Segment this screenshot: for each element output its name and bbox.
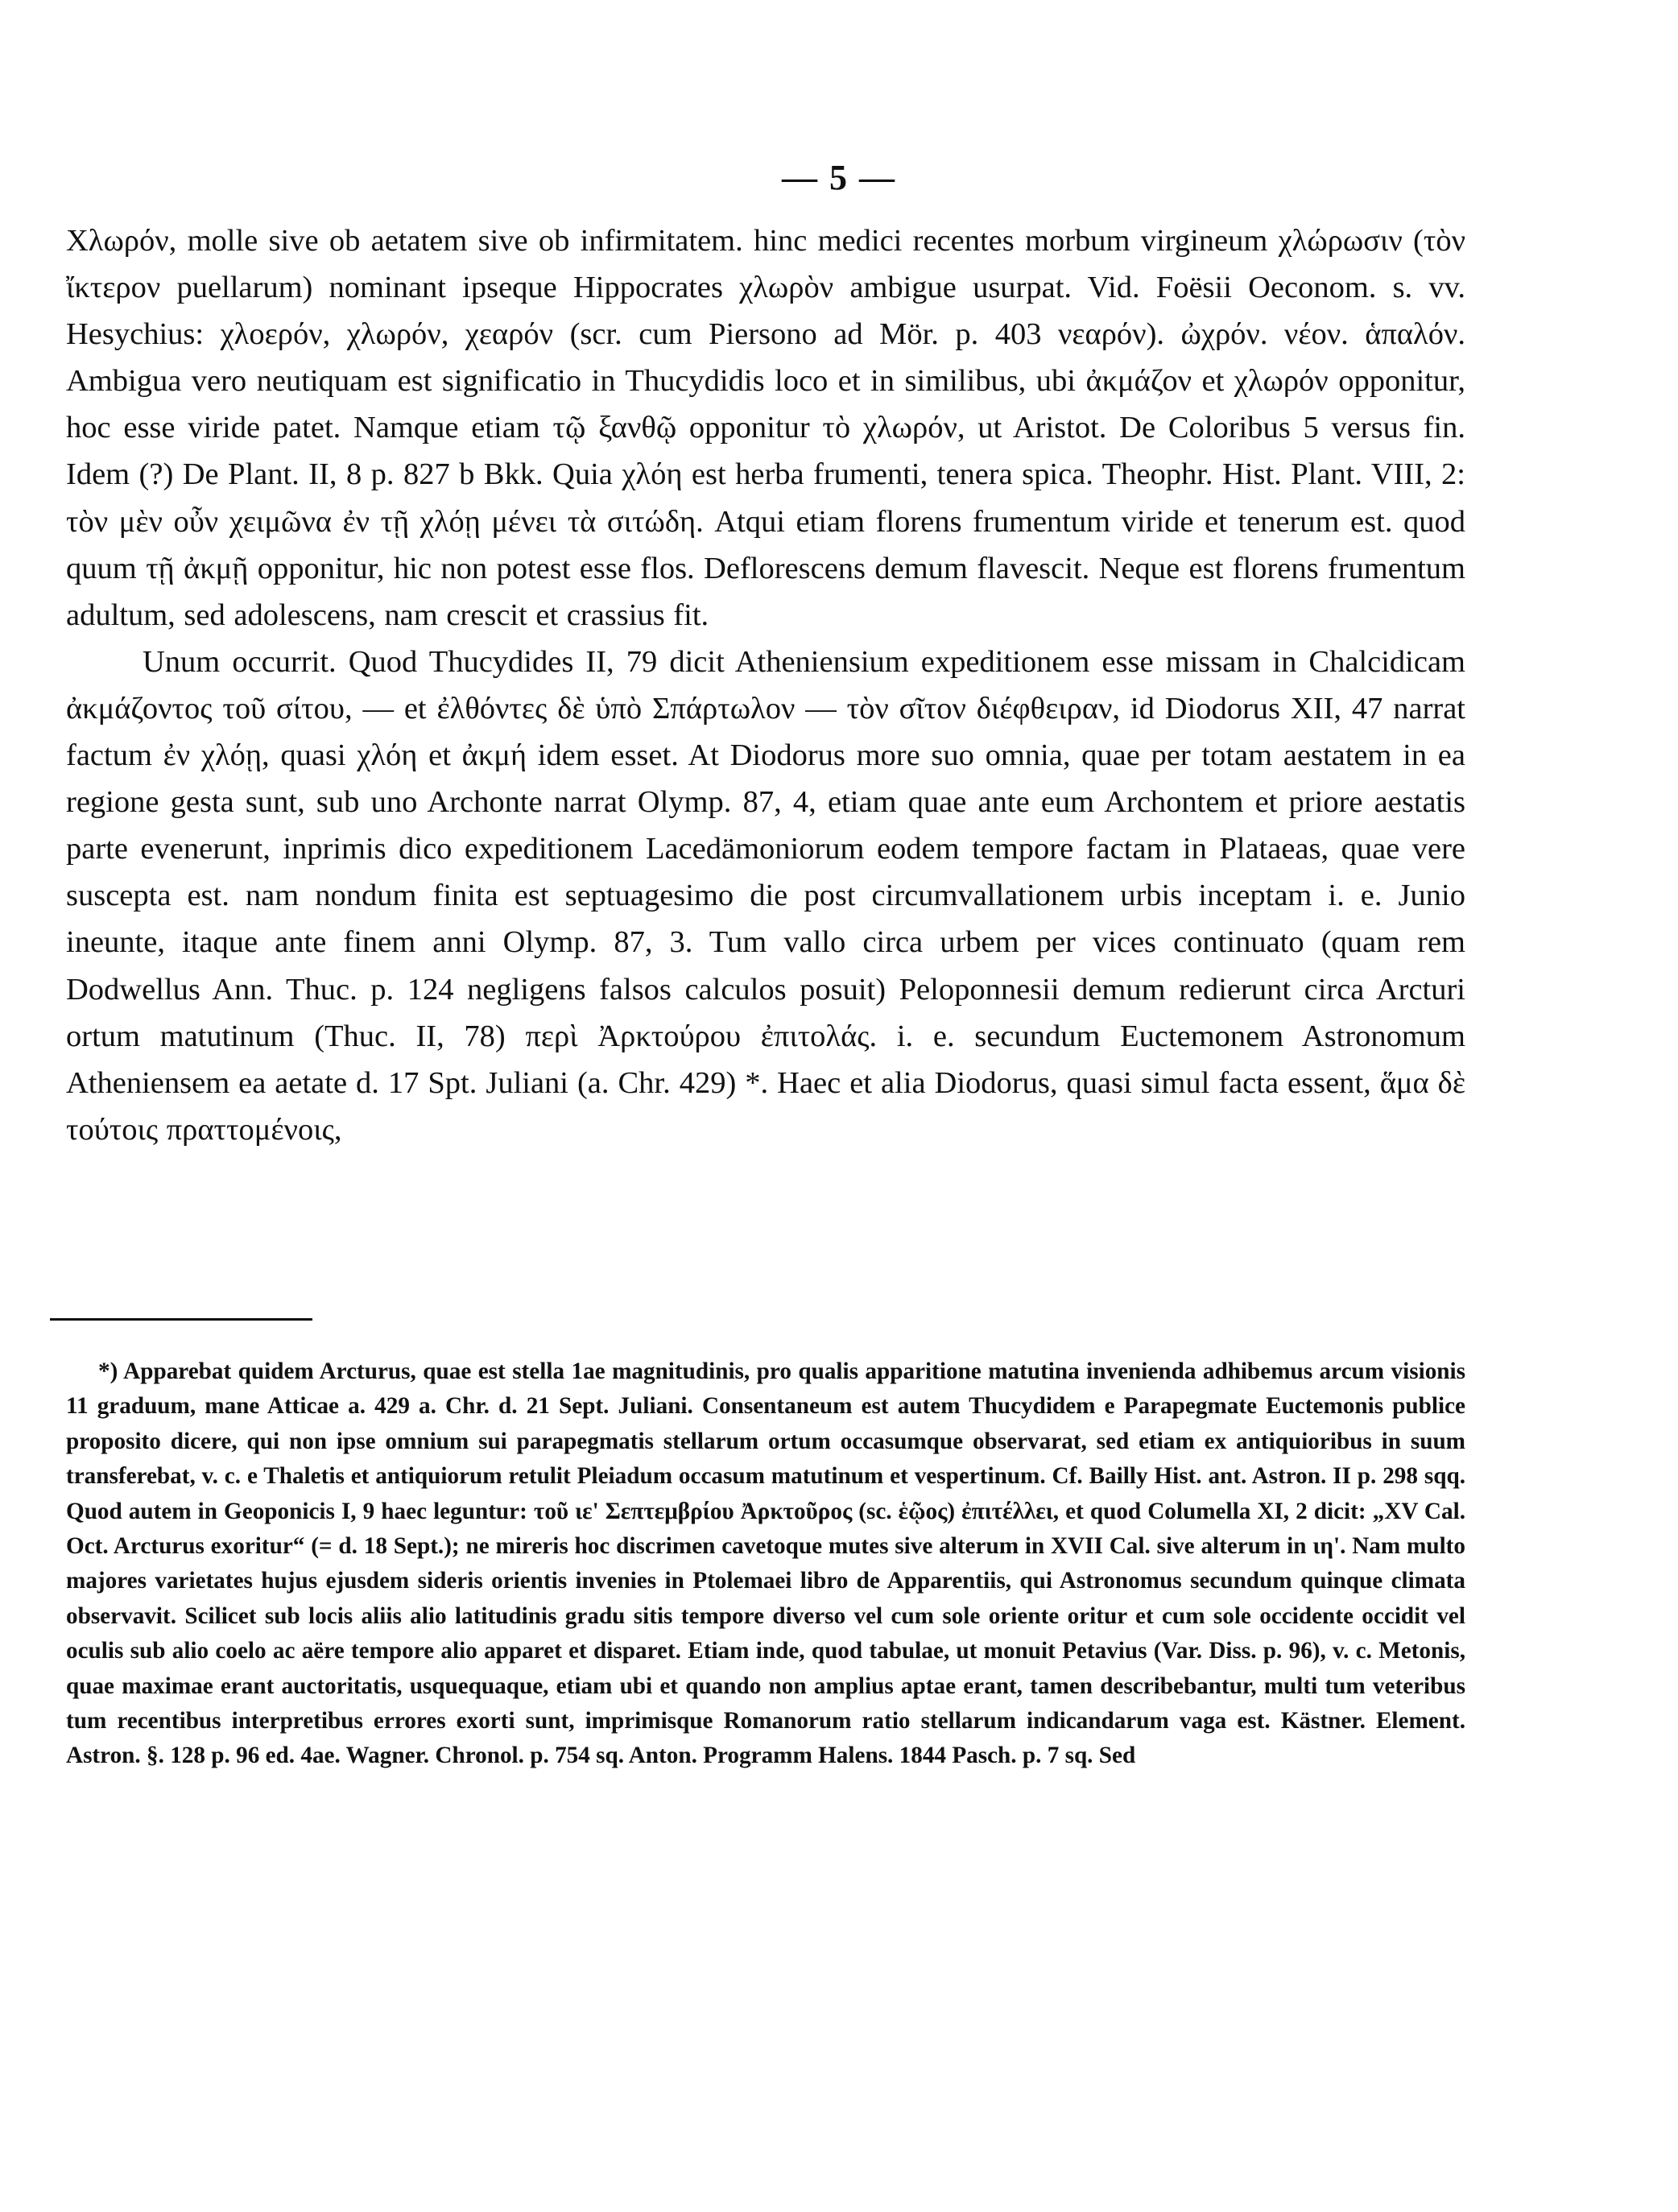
footnote-block bbox=[66, 1354, 1465, 1774]
paragraph-1: Χλωρόν, molle sive ob aetatem sive ob infirmitatem. hinc medici recentes morbum virgineum χλώρωσιν (τὸν ἴκτερον puellarum) nominant ipseque Hippocrates χλωρὸν ambigue usurpat. Vid. Foësii Oeconom. s. vv. Hesychius: χλοερόν, χλωρόν, χεαρόν (scr. cum Piersono ad Mör. p. 403 νεαρόν). ὠχρόν. νέον. ἁπαλόν. Ambigua vero neutiquam est significatio in Thucydidis loco et in similibus, ubi ἀκμάζον et χλωρόν opponitur, hoc esse viride patet. Namque etiam τῷ ξανθῷ opponitur τὸ χλωρόν, ut Aristot. De Coloribus 5 versus fin. Idem (?) De Plant. II, 8 p. 827 b Bkk. Quia χλόη est herba frumenti, tenera spica. Theophr. Hist. Plant. VIII, 2: τὸν μὲν οὖν χειμῶνα ἐν τῇ χλόῃ μένει τὰ σιτώδη. Atqui etiam florens frumentum viride et tenerum est. quod quum τῇ ἀκμῇ opponitur, hic non potest esse flos. Deflorescens demum flavescit. Neque est florens frumentum adultum, sed adolescens, nam crescit et crassius fit. bbox=[66, 224, 1465, 632]
footnote-separator bbox=[50, 1318, 312, 1321]
main-text-block bbox=[66, 217, 1465, 1153]
paragraph-2: Unum occurrit. Quod Thucydides II, 79 dicit Atheniensium expeditionem esse missam in Chalcidicam ἀκμάζοντος τοῦ σίτου, — et ἐλθόντες δὲ ὑπὸ Σπάρτωλον — τὸν σῖτον διέφθειραν, id Diodorus XII, 47 narrat factum ἐν χλόῃ, quasi χλόη et ἀκμή idem esset. At Diodorus more suo omnia, quae per totam aestatem in ea regione gesta sunt, sub uno Archonte narrat Olymp. 87, 4, etiam quae ante eum Archontem et priore aestatis parte evenerunt, inprimis dico expeditionem Lacedämoniorum eodem tempore factam in Plataeas, quae vere suscepta est. nam nondum finita est septuagesimo die post circumvallationem urbis inceptam i. e. Junio ineunte, itaque ante finem anni Olymp. 87, 3. Tum vallo circa urbem per vices continuato (quam rem Dodwellus Ann. Thuc. p. 124 negligens falsos calculos posuit) Peloponnesii demum redierunt circa Arcturi ortum matutinum (Thuc. II, 78) περὶ Ἀρκτούρου ἐπιτολάς. i. e. secundum Euctemonem Astronomum Atheniensem ea aetate d. 17 Spt. Juliani (a. Chr. 429) *. Haec et alia Diodorus, quasi simul facta essent, ἅμα δὲ τούτοις πραττομένοις, bbox=[66, 644, 1465, 1147]
footnote-text: *) Apparebat quidem Arcturus, quae est stella 1ae magnitudinis, pro qualis apparitione matutina invenienda adhibemus arcum visionis 11 graduum, mane Atticae a. 429 a. Chr. d. 21 Sept. Juliani. Consentaneum est autem Thucydidem e Parapegmate Euctemonis publice proposito dicere, qui non ipse omnium sui parapegmatis stellarum ortum occasumque observarat, sed etiam ex antiquioribus in suum transferebat, v. c. e Thaletis et antiquiorum retulit Pleiadum occasum matutinum et vespertinum. Cf. Bailly Hist. ant. Astron. II p. 298 sqq. Quod autem in Geoponicis I, 9 haec leguntur: τοῦ ιε' Σεπτεμβρίου Ἀρκτοῦρος (sc. ἑῷος) ἐπιτέλλει, et quod Columella XI, 2 dicit: „XV Cal. Oct. Arcturus exoritur“ (= d. 18 Sept.); ne mireris hoc discrimen cavetoque mutes sive alterum in XVII Cal. sive alterum in ιη'. Nam multo majores varietates hujus ejusdem sideris orientis invenies in Ptolemaei libro de Apparentiis, qui Astronomus secundum quinque climata observavit. Scilicet sub locis aliis alio latitudinis gradu sitis tempore diverso vel cum sole oriente oritur et cum sole occidente occidit vel oculis sub alio coelo ac aëre tempore alio apparet et disparet. Etiam inde, quod tabulae, ut monuit Petavius (Var. Diss. p. 96), v. c. Metonis, quae maximae erant auctoritatis, usquequaque, etiam ubi et quando non amplius aptae erant, tamen describebantur, multi tum veteribus tum recentibus interpretibus errores exorti sunt, imprimisque Romanorum ratio stellarum indicandarum vaga est. Kästner. Element. Astron. §. 128 p. 96 ed. 4ae. Wagner. Chronol. p. 754 sq. Anton. Programm Halens. 1844 Pasch. p. 7 sq. Sed bbox=[66, 1358, 1465, 1769]
page-number: — 5 — bbox=[782, 158, 896, 197]
